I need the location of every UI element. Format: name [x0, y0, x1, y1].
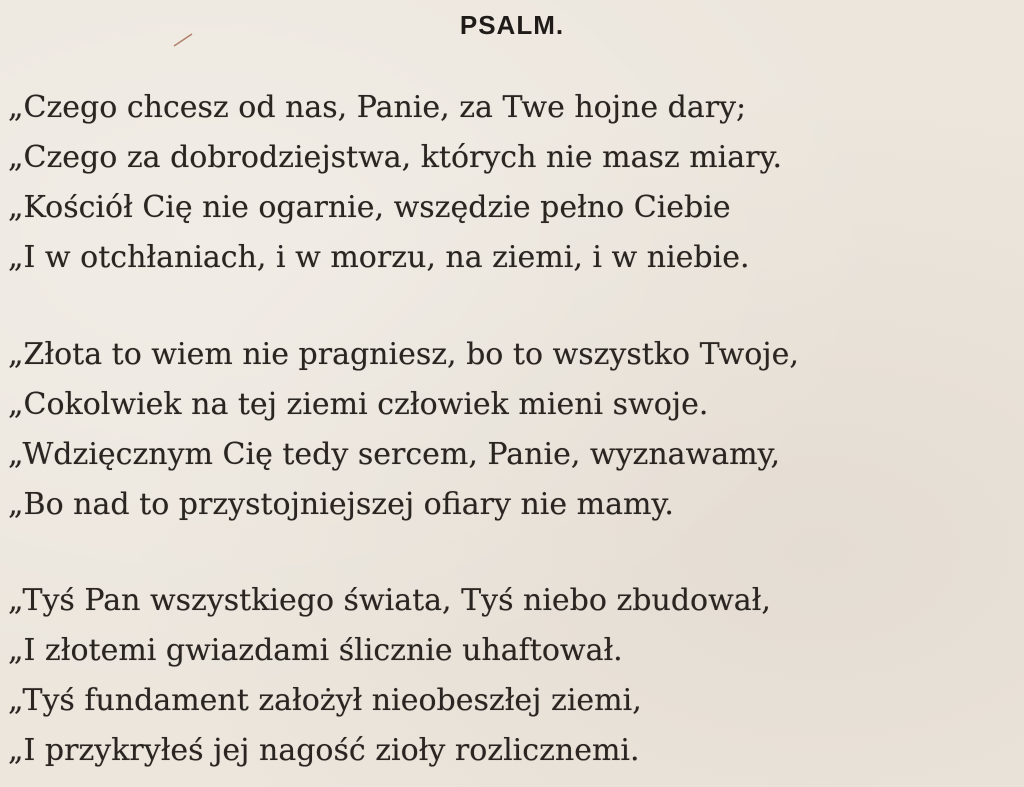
page-title: PSALM.: [459, 10, 565, 40]
verse-line: „Tyś Pan wszystkiego świata, Tyś niebo zbudował,: [8, 583, 771, 618]
verse-line: „Czego chcesz od nas, Panie, za Twe hojne dary;: [8, 90, 747, 125]
stanza-3: [8, 576, 1018, 776]
verse-line: „Złota to wiem nie pragniesz, bo to wszystko Twoje,: [8, 337, 799, 372]
verse-line: „Wdzięcznym Cię tedy sercem, Panie, wyznawamy,: [8, 437, 781, 472]
verse-line: „I w otchłaniach, i w morzu, na ziemi, i w niebie.: [8, 240, 750, 275]
verse-line: „Czego za dobrodziejstwa, których nie masz miary.: [8, 140, 782, 175]
verse-line: „I złotemi gwiazdami ślicznie uhaftował.: [8, 633, 623, 668]
verse-line: „Kościół Cię nie ogarnie, wszędzie pełno Ciebie: [8, 190, 731, 225]
stanza-2: [8, 330, 1018, 530]
verse-line: „Cokolwiek na tej ziemi człowiek mieni swoje.: [8, 387, 709, 422]
stanza-1: [8, 83, 1018, 283]
verse-line: „Tyś fundament założył nieobeszłej ziemi,: [8, 683, 642, 718]
verse-line: „Bo nad to przystojniejszej ofiary nie mamy.: [8, 487, 674, 522]
verse-line: „I przykryłeś jej nagość zioły rozlicznemi.: [8, 733, 640, 768]
